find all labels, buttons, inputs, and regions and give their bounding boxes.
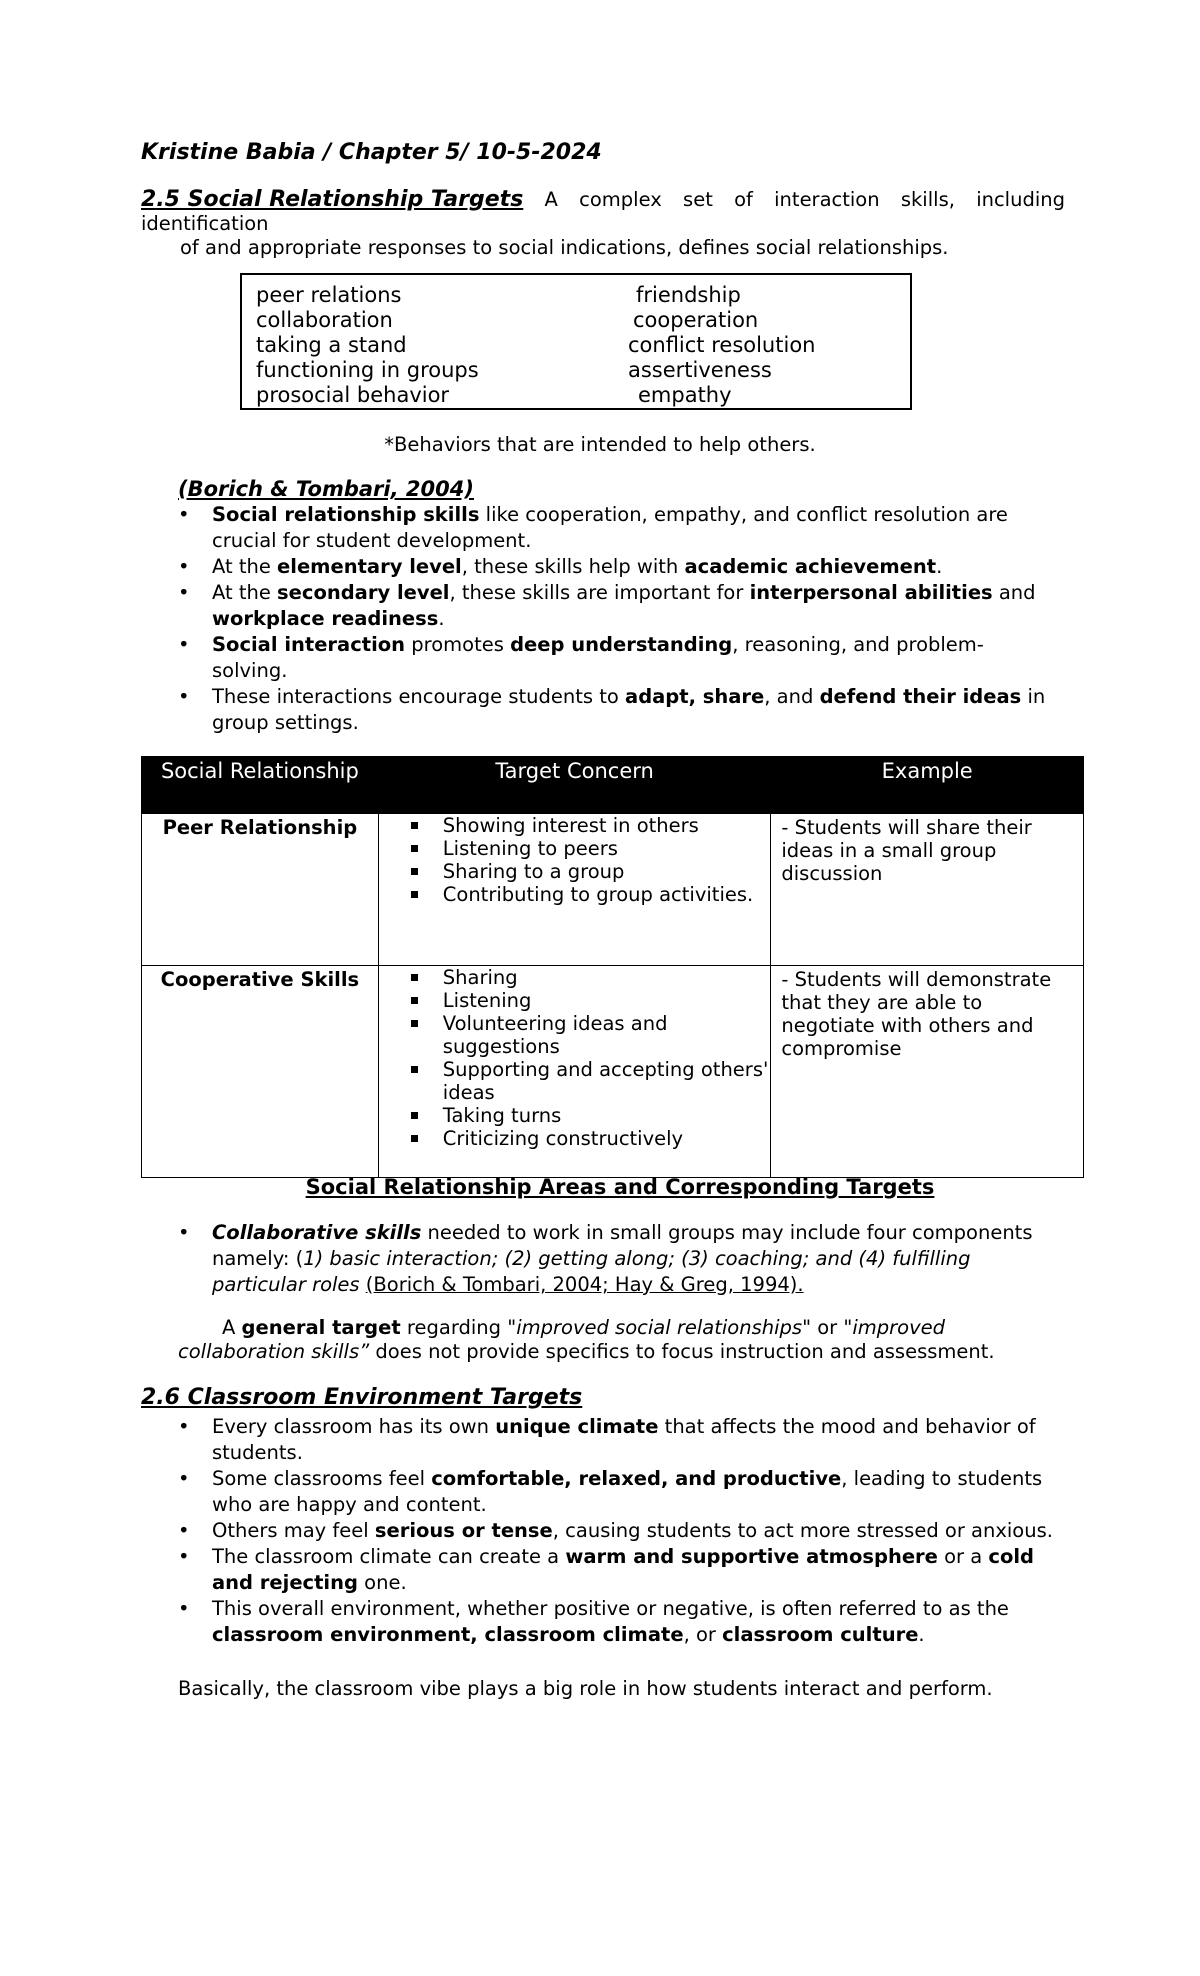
text-run: Collaborative skills bbox=[212, 1221, 422, 1244]
text-run: , causing students to act more stressed or anxious. bbox=[552, 1519, 1053, 1542]
text-run: Others may feel bbox=[212, 1519, 375, 1542]
column-header: Social Relationship bbox=[142, 757, 379, 814]
square-bullet-icon bbox=[411, 845, 418, 852]
section-2-6-title: 2.6 Classroom Environment Targets bbox=[141, 1385, 583, 1410]
concern-item bbox=[411, 814, 771, 837]
text-run: , and bbox=[764, 685, 820, 708]
row-header-cell: Cooperative Skills bbox=[142, 966, 379, 1178]
intro-word: skills, bbox=[900, 188, 955, 211]
list-item bbox=[178, 554, 1058, 580]
bullet-icon: • bbox=[178, 1519, 190, 1542]
concern-item bbox=[411, 860, 771, 883]
list-item bbox=[178, 580, 1058, 632]
document-header: Kristine Babia / Chapter 5/ 10-5-2024 bbox=[141, 140, 602, 165]
list-item bbox=[178, 1544, 1078, 1596]
behaviors-note: *Behaviors that are intended to help others. bbox=[384, 433, 816, 456]
square-bullet-icon bbox=[411, 1020, 418, 1027]
text-run: in group settings. bbox=[212, 685, 1046, 734]
concern-list bbox=[379, 966, 771, 1150]
text-run: improved social relationships bbox=[516, 1316, 803, 1339]
column-header: Target Concern bbox=[378, 757, 771, 814]
text-run: elementary level bbox=[277, 555, 462, 578]
square-bullet-icon bbox=[411, 891, 418, 898]
targets-left-column bbox=[256, 283, 479, 408]
target-item: functioning in groups bbox=[256, 358, 479, 382]
intro-word: interaction bbox=[774, 188, 880, 211]
collaborative-skills-list bbox=[178, 1220, 1058, 1298]
text-run: At the bbox=[212, 581, 278, 604]
text-run: , these skills help with bbox=[461, 555, 685, 578]
target-item: taking a stand bbox=[256, 333, 407, 357]
text-run: serious or tense bbox=[374, 1519, 553, 1542]
text-run: deep understanding bbox=[510, 633, 733, 656]
text-run: classroom culture bbox=[722, 1623, 919, 1646]
targets-box bbox=[240, 273, 912, 410]
concern-text: Listening bbox=[442, 989, 532, 1012]
citation-heading: (Borich & Tombari, 2004) bbox=[178, 477, 474, 501]
text-run: workplace readiness bbox=[212, 607, 439, 630]
list-item bbox=[178, 632, 1058, 684]
target-item: conflict resolution bbox=[628, 333, 816, 357]
list-item bbox=[178, 1596, 1078, 1648]
bullet-icon: • bbox=[178, 555, 190, 578]
intro-word: A bbox=[544, 188, 558, 211]
square-bullet-icon bbox=[411, 822, 418, 829]
example-cell: - Students will share their ideas in a small group discussion bbox=[771, 814, 1084, 966]
text-run: , reasoning, and problem-solving. bbox=[212, 633, 984, 682]
list-item bbox=[178, 684, 1058, 736]
text-run: unique climate bbox=[495, 1415, 659, 1438]
intro-word: complex bbox=[579, 188, 662, 211]
collaborative-skills-text bbox=[212, 1221, 1033, 1296]
bullet-icon: • bbox=[178, 1597, 190, 1620]
intro-word: including bbox=[976, 188, 1065, 211]
classroom-environment-bullet-list bbox=[178, 1414, 1078, 1648]
text-run: , these skills are important for bbox=[449, 581, 750, 604]
text-run: adapt, share bbox=[625, 685, 765, 708]
text-run: These interactions encourage students to bbox=[212, 685, 626, 708]
text-run: warm and supportive atmosphere bbox=[565, 1545, 938, 1568]
text-run: improved collaboration skills” bbox=[178, 1316, 946, 1363]
bullet-icon: • bbox=[178, 503, 190, 526]
text-run: This overall environment, whether positive or negative, is often referred to as the bbox=[212, 1597, 1009, 1620]
table-caption: Social Relationship Areas and Corresponding Targets bbox=[305, 1175, 935, 1199]
text-run: needed to work in small groups may include four components namely: ( bbox=[212, 1221, 1033, 1270]
target-item: cooperation bbox=[633, 308, 759, 332]
target-item: friendship bbox=[636, 283, 741, 307]
concern-item bbox=[411, 1012, 771, 1058]
text-run: or a bbox=[937, 1545, 989, 1568]
text-run: " or " bbox=[802, 1316, 853, 1339]
concern-text: Supporting and accepting others' ideas bbox=[442, 1058, 769, 1104]
text-run: (Borich & Tombari, 2004; Hay & Greg, 1994). bbox=[365, 1273, 804, 1296]
text-run: does not provide specifics to focus instruction and assessment. bbox=[369, 1340, 995, 1363]
concern-item bbox=[411, 1104, 771, 1127]
square-bullet-icon bbox=[411, 868, 418, 875]
target-concern-cell bbox=[378, 814, 771, 966]
concern-text: Sharing bbox=[442, 966, 518, 989]
concern-text: Listening to peers bbox=[442, 837, 618, 860]
text-run: . bbox=[936, 555, 943, 578]
intro-line-2: identification bbox=[141, 212, 269, 235]
bullet-icon: • bbox=[178, 1545, 190, 1568]
text-run: , or bbox=[683, 1623, 723, 1646]
text-run: academic achievement bbox=[684, 555, 937, 578]
square-bullet-icon bbox=[411, 997, 418, 1004]
targets-right-column bbox=[628, 283, 815, 408]
target-item: collaboration bbox=[256, 308, 393, 332]
text-run: Social interaction bbox=[212, 633, 406, 656]
text-run: Some classrooms feel bbox=[212, 1467, 432, 1490]
square-bullet-icon bbox=[411, 1112, 418, 1119]
bullet-icon: • bbox=[178, 1415, 190, 1438]
list-item bbox=[178, 1518, 1078, 1544]
concern-item bbox=[411, 1058, 771, 1104]
social-relationship-table bbox=[141, 756, 1084, 1178]
list-item bbox=[178, 1220, 1058, 1298]
square-bullet-icon bbox=[411, 1066, 418, 1073]
closing-paragraph: Basically, the classroom vibe plays a big role in how students interact and perform. bbox=[178, 1677, 993, 1700]
text-run: regarding " bbox=[400, 1316, 517, 1339]
target-item: assertiveness bbox=[628, 358, 772, 382]
text-run: defend their ideas bbox=[819, 685, 1022, 708]
concern-item bbox=[411, 837, 771, 860]
target-item: prosocial behavior bbox=[256, 383, 450, 407]
square-bullet-icon bbox=[411, 974, 418, 981]
square-bullet-icon bbox=[411, 1135, 418, 1142]
text-run: At the bbox=[212, 555, 278, 578]
target-item: empathy bbox=[638, 383, 732, 407]
table-header-row bbox=[142, 757, 1084, 814]
intro-word: set bbox=[683, 188, 713, 211]
list-item bbox=[178, 502, 1058, 554]
text-run: , leading to students who are happy and content. bbox=[212, 1467, 1043, 1516]
concern-text: Showing interest in others bbox=[442, 814, 699, 837]
intro-word: of bbox=[734, 188, 753, 211]
concern-list bbox=[379, 814, 771, 906]
concern-text: Criticizing constructively bbox=[442, 1127, 684, 1150]
concern-text: Sharing to a group bbox=[442, 860, 625, 883]
text-run: . bbox=[918, 1623, 925, 1646]
concern-item bbox=[411, 989, 771, 1012]
target-concern-cell bbox=[378, 966, 771, 1178]
text-run: Social relationship skills bbox=[212, 503, 480, 526]
text-run: The classroom climate can create a bbox=[212, 1545, 566, 1568]
text-run: . bbox=[438, 607, 445, 630]
general-target-paragraph bbox=[178, 1316, 1058, 1364]
example-cell: - Students will demonstrate that they are able to negotiate with others and compromise bbox=[771, 966, 1084, 1178]
text-run: that affects the mood and behavior of students. bbox=[212, 1415, 1036, 1464]
bullet-icon: • bbox=[178, 1221, 190, 1244]
text-run: one. bbox=[357, 1571, 407, 1594]
text-run: general target bbox=[241, 1316, 401, 1339]
text-run: A bbox=[222, 1316, 242, 1339]
text-run: promotes bbox=[405, 633, 511, 656]
text-run: interpersonal abilities bbox=[749, 581, 993, 604]
concern-item bbox=[411, 966, 771, 989]
bullet-icon: • bbox=[178, 1467, 190, 1490]
table-row bbox=[142, 814, 1084, 966]
text-run: like cooperation, empathy, and conflict resolution are crucial for student development. bbox=[212, 503, 1008, 552]
intro-justified-line bbox=[141, 188, 1065, 212]
social-skills-bullet-list bbox=[178, 502, 1058, 736]
concern-item bbox=[411, 883, 771, 906]
concern-text: Taking turns bbox=[442, 1104, 562, 1127]
section-2-5-intro bbox=[141, 188, 1065, 236]
list-item bbox=[178, 1414, 1078, 1466]
row-header-cell: Peer Relationship bbox=[142, 814, 379, 966]
section-2-5-title: 2.5 Social Relationship Targets bbox=[141, 187, 524, 212]
text-run: and bbox=[992, 581, 1036, 604]
text-run: 1) basic interaction; (2) getting along; (3) coaching; and (4) fulfilling particular roles bbox=[212, 1247, 971, 1296]
bullet-icon: • bbox=[178, 685, 190, 708]
text-run: cold and rejecting bbox=[212, 1545, 1035, 1594]
intro-line-3: of and appropriate responses to social indications, defines social relationships. bbox=[180, 236, 949, 259]
concern-text: Contributing to group activities. bbox=[442, 883, 754, 906]
text-run: secondary level bbox=[277, 581, 450, 604]
column-header: Example bbox=[771, 757, 1084, 814]
text-run: comfortable, relaxed, and productive bbox=[431, 1467, 842, 1490]
target-item: peer relations bbox=[256, 283, 402, 307]
text-run: classroom environment, classroom climate bbox=[212, 1623, 684, 1646]
bullet-icon: • bbox=[178, 581, 190, 604]
text-run: Every classroom has its own bbox=[212, 1415, 496, 1438]
bullet-icon: • bbox=[178, 633, 190, 656]
table-row bbox=[142, 966, 1084, 1178]
list-item bbox=[178, 1466, 1078, 1518]
concern-text: Volunteering ideas and suggestions bbox=[442, 1012, 668, 1058]
concern-item bbox=[411, 1127, 771, 1150]
